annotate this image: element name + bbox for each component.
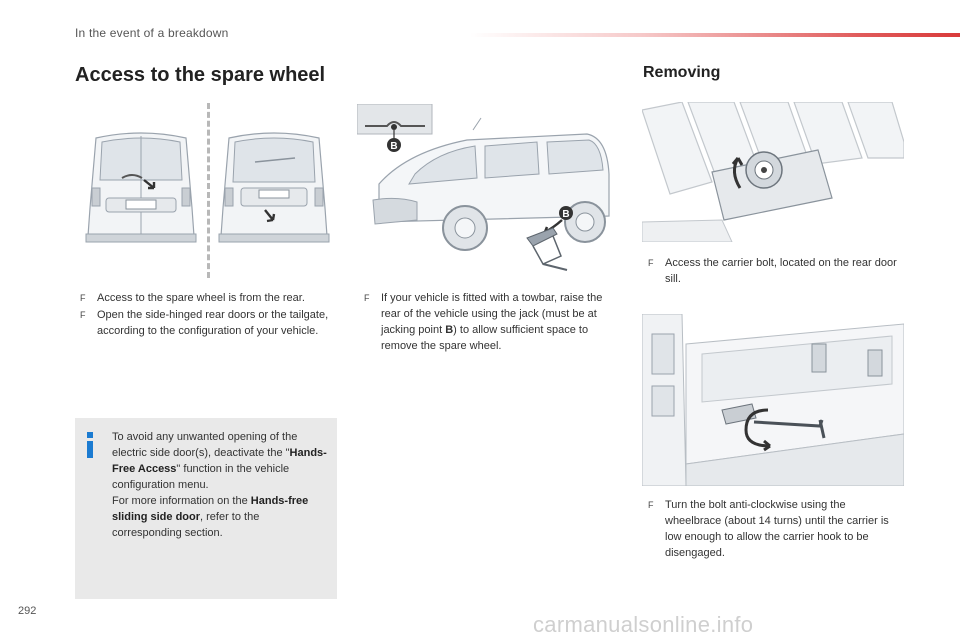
step-text: Access to the spare wheel is from the rear. bbox=[97, 292, 305, 304]
jack-point-label: B bbox=[562, 209, 570, 220]
section-header: In the event of a breakdown bbox=[75, 26, 229, 40]
illustration-divider bbox=[207, 103, 210, 278]
step-text: If your vehicle is fitted with a towbar, raise the rear of the vehicle using the jack (must be at jacking point B) to allow sufficient space to remove the spare wheel. bbox=[381, 292, 603, 352]
page-number: 292 bbox=[18, 605, 37, 617]
step-text: Turn the bolt anti-clockwise using the wheelbrace (about 14 turns) until the carrier is low enough to allow the carrier hook to be disengaged. bbox=[665, 499, 889, 559]
jack-point-ref: B bbox=[445, 324, 454, 336]
watermark: carmanualsonline.info bbox=[533, 612, 754, 637]
page-title: Access to the spare wheel bbox=[75, 64, 326, 86]
step-open-doors bbox=[80, 307, 342, 339]
step-text: Open the side-hinged rear doors or the tailgate, according to the configuration of your vehicle. bbox=[97, 309, 329, 337]
bullet-glyph: F bbox=[648, 500, 654, 510]
info-note-box bbox=[75, 418, 337, 599]
jack-point-illustration bbox=[357, 104, 617, 274]
rear-doors-illustration bbox=[82, 128, 200, 248]
wheelbrace-illustration bbox=[642, 314, 904, 486]
step-access-rear bbox=[80, 290, 342, 306]
tailgate-illustration bbox=[215, 128, 333, 248]
bullet-glyph: F bbox=[80, 293, 86, 303]
jack-point-top-label: B bbox=[390, 141, 398, 152]
info-icon bbox=[84, 432, 96, 458]
info-note-text: To avoid any unwanted opening of the electric side door(s), deactivate the "Hands-Free Access" function in the vehicle configuration menu. For more information on the Hands-free sliding side door, refer to the corresponding section. bbox=[112, 431, 327, 539]
removing-title: Removing bbox=[643, 64, 721, 81]
carrier-bolt-illustration bbox=[642, 102, 904, 242]
bullet-glyph: F bbox=[364, 293, 370, 303]
step-towbar bbox=[364, 290, 616, 355]
bullet-glyph: F bbox=[80, 310, 86, 320]
bullet-glyph: F bbox=[648, 258, 654, 268]
step-text: Access the carrier bolt, located on the rear door sill. bbox=[665, 257, 897, 285]
step-access-bolt bbox=[648, 255, 902, 288]
step-turn-bolt bbox=[648, 497, 902, 562]
header-accent-rule bbox=[470, 33, 960, 37]
steps-left bbox=[80, 290, 342, 340]
